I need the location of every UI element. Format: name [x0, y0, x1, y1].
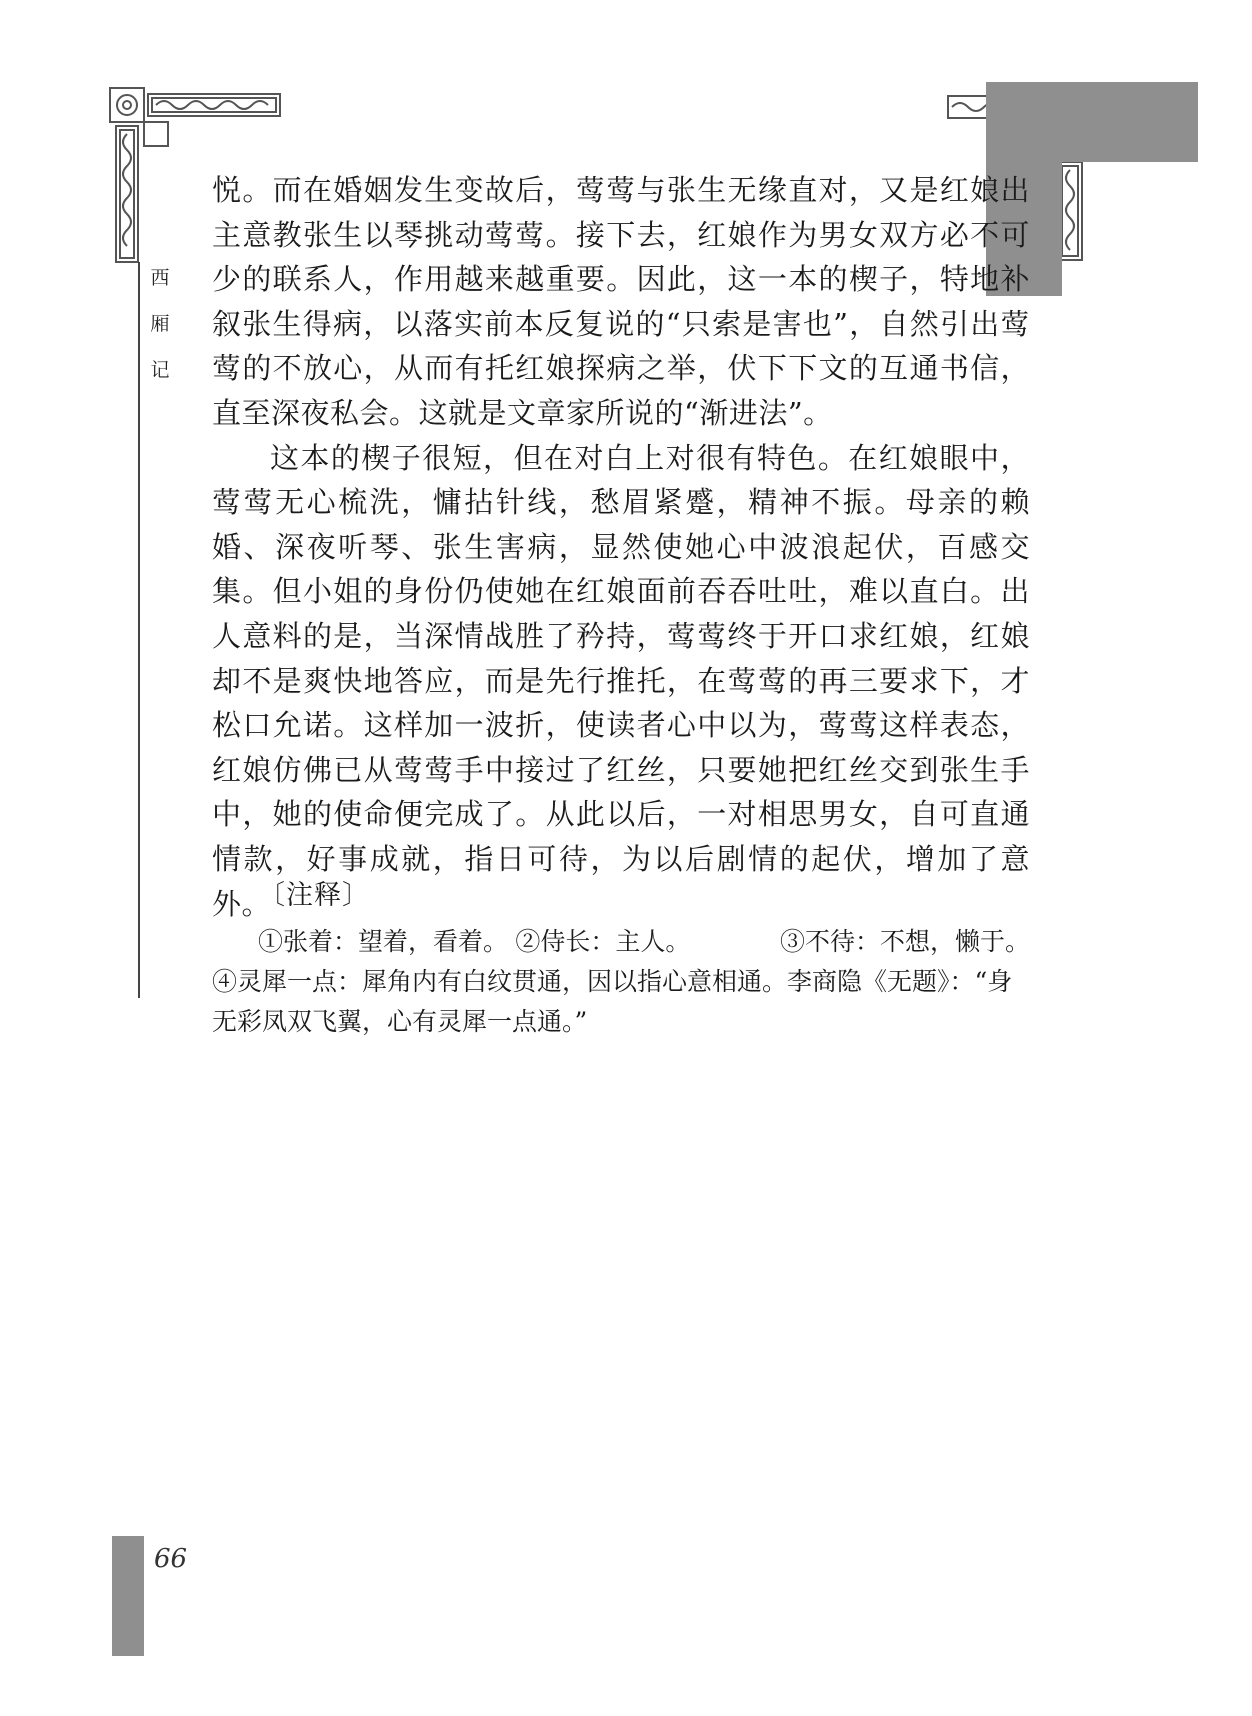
running-title-char: 西	[150, 267, 170, 289]
notes-heading: 〔注释〕	[258, 880, 370, 911]
note-item: ②侍长：主人。	[515, 927, 691, 956]
paragraph: 这本的楔子很短，但在对白上对很有特色。在红娘眼中，莺莺无心梳洗，慵拈针线，愁眉紧蹙，精神不振。母亲的赖婚、深夜听琴、张生害病，显然使她心中波浪起伏，百感交集。但小姐的身份仍使她在红娘面前吞吞吐吐，难以直白。出人意料的是，当深情战胜了矜持，莺莺终于开口求红娘，红娘却不是爽快地答应，而是先行推托，在莺莺的再三要求下，才松口允诺。这样加一波折，使读者心中以为，莺莺这样表态，红娘仿佛已从莺莺手中接过了红丝，只要她把红丝交到张生手中，她的使命便完成了。从此以后，一对相思男女，自可直通情款，好事成就，指日可待，为以后剧情的起伏，增加了意外。	[212, 440, 1030, 921]
note-item: ④灵犀一点：犀角内有白纹贯通，因以指心意相通。李商隐《无题》：“身无彩凤双飞翼，心有灵犀一点通。”	[212, 967, 1013, 1036]
page-number-bar	[112, 1536, 144, 1656]
gray-tab-upper	[986, 82, 1198, 162]
paragraph: 悦。而在婚姻发生变故后，莺莺与张生无缘直对，又是红娘出主意教张生以琴挑动莺莺。接下去，红娘作为男女双方必不可少的联系人，作用越来越重要。因此，这一本的楔子，特地补叙张生得病，以落实前本反复说的“只索是害也”，自然引出莺莺的不放心，从而有托红娘探病之举，伏下下文的互通书信，直至深夜私会。这就是文章家所说的“渐进法”。	[212, 173, 1030, 430]
note-item: ①张着：望着，看着。	[258, 927, 509, 956]
notes-section	[212, 922, 1030, 1042]
notes-row	[212, 922, 1030, 962]
body-text	[212, 168, 1030, 926]
side-rule	[138, 262, 140, 998]
running-title-char: 厢	[150, 313, 170, 335]
running-title	[148, 266, 172, 404]
note-item: ③不待：不想，懒于。	[779, 927, 1030, 956]
page-number: 66	[154, 1544, 188, 1574]
running-title-char: 记	[150, 359, 170, 381]
